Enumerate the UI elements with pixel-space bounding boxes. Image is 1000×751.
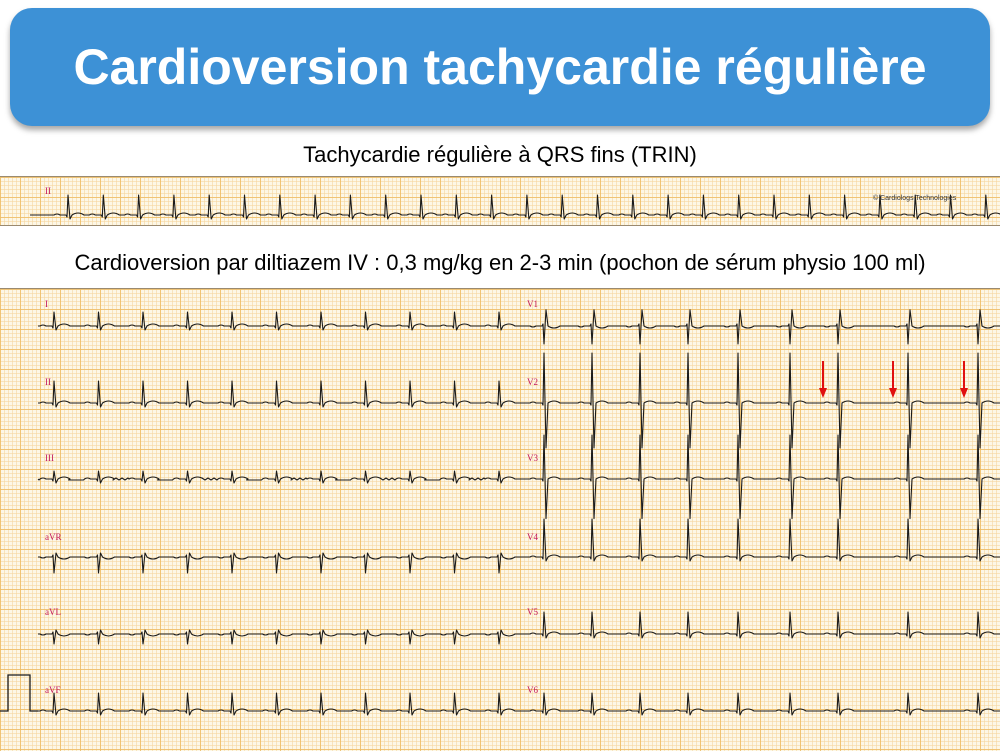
lead-label-v6: V6 <box>527 685 538 695</box>
lead-label-ii-strip1: II <box>45 186 51 196</box>
lead-label-avl: aVL <box>45 607 61 617</box>
ecg-trace-avf <box>38 693 520 715</box>
lead-label-v2: V2 <box>527 377 538 387</box>
copyright-text: © Cardiologs Technologies <box>873 195 957 202</box>
ecg-trace-v5 <box>520 612 1000 638</box>
rhythm-trace-ii <box>30 195 1000 219</box>
lead-label-v5: V5 <box>527 607 538 617</box>
ecg-trace-ii <box>38 381 520 407</box>
strip1-caption: Tachycardie régulière à QRS fins (TRIN) <box>303 142 697 167</box>
ecg-strip-rhythm <box>0 176 1000 226</box>
p-wave-arrow <box>889 361 897 398</box>
ecg-strip-rhythm-trace <box>0 177 1000 225</box>
ecg-trace-v1 <box>520 310 1000 344</box>
lead-label-ii: II <box>45 377 51 387</box>
p-wave-arrow <box>819 361 827 398</box>
lead-label-v3: V3 <box>527 453 538 463</box>
lead-label-i: I <box>45 299 48 309</box>
calibration-pulse <box>0 675 38 711</box>
lead-label-avf: aVF <box>45 685 61 695</box>
ecg-trace-v4 <box>520 519 1000 561</box>
p-wave-arrow <box>960 361 968 398</box>
lead-label-iii: III <box>45 453 54 463</box>
ecg-trace-avl <box>38 630 520 644</box>
ecg-trace-v6 <box>520 693 1000 715</box>
lead-label-v4: V4 <box>527 532 538 542</box>
ecg-trace-avr <box>38 553 520 573</box>
ecg-12-lead <box>0 288 1000 751</box>
ecg-trace-v2 <box>520 353 1000 448</box>
ecg-trace-iii <box>38 471 520 483</box>
lead-label-avr: aVR <box>45 532 62 542</box>
title-banner <box>10 8 990 126</box>
strip2-caption: Cardioversion par diltiazem IV : 0,3 mg/kg en 2-3 min (pochon de sérum physio 100 ml) <box>74 250 926 275</box>
lead-label-v1: V1 <box>527 299 538 309</box>
ecg-12-lead-traces <box>0 289 1000 751</box>
ecg-trace-i <box>38 312 520 330</box>
ecg-trace-v3 <box>520 435 1000 519</box>
slide-title: Cardioversion tachycardie régulière <box>73 39 927 95</box>
